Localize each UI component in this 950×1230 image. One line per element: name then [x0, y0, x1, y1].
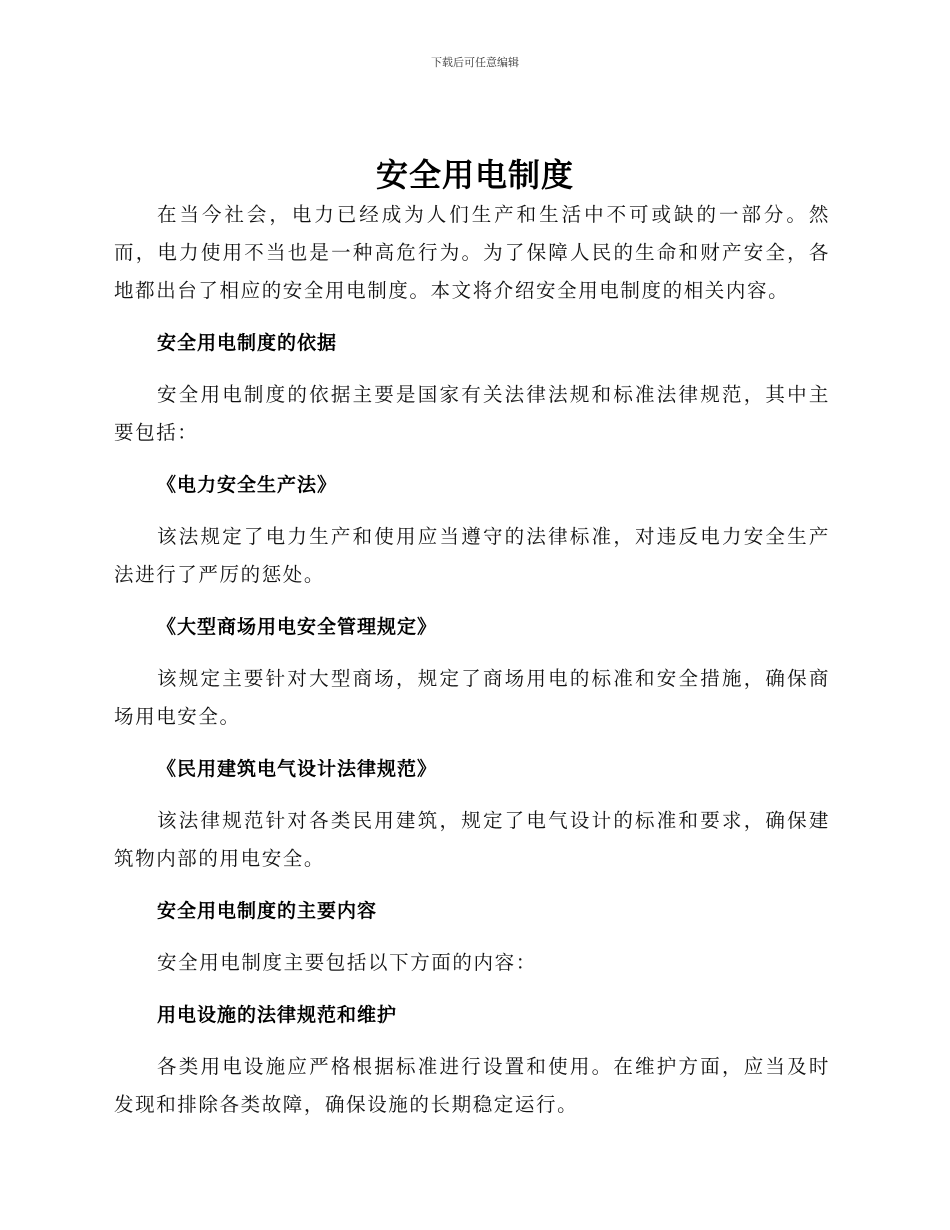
- subheading-mall-regulation: 《大型商场用电安全管理规定》: [157, 616, 438, 638]
- power-safety-law-paragraph: 该法规定了电力生产和使用应当遵守的法律标准，对违反电力安全生产法进行了严厉的惩处。: [114, 525, 830, 586]
- page-header-note: 下载后可任意编辑: [431, 56, 519, 69]
- basis-paragraph: 安全用电制度的依据主要是国家有关法律法规和标准法律规范，其中主要包括：: [114, 383, 830, 444]
- facility-maintenance-paragraph: 各类用电设施应严格根据标准进行设置和使用。在维护方面，应当及时发现和排除各类故障，确保设施的长期稳定运行。: [114, 1055, 830, 1116]
- building-design-code-paragraph: 该法律规范针对各类民用建筑，规定了电气设计的标准和要求，确保建筑物内部的用电安全。: [114, 809, 830, 870]
- section-heading-basis: 安全用电制度的依据: [157, 332, 338, 354]
- document-body: [114, 196, 830, 1124]
- main-content-paragraph: 安全用电制度主要包括以下方面的内容：: [157, 951, 537, 974]
- mall-regulation-paragraph: 该规定主要针对大型商场，规定了商场用电的标准和安全措施，确保商场用电安全。: [114, 667, 830, 728]
- subheading-power-safety-law: 《电力安全生产法》: [157, 474, 338, 496]
- subheading-facility-maintenance: 用电设施的法律规范和维护: [157, 1004, 398, 1026]
- intro-paragraph: 在当今社会，电力已经成为人们生产和生活中不可或缺的一部分。然而，电力使用不当也是一种高危行为。为了保障人民的生命和财产安全，各地都出台了相应的安全用电制度。本文将介绍安全用电制度的相关内容。: [114, 203, 830, 302]
- document-title: 安全用电制度: [375, 156, 574, 194]
- subheading-building-design-code: 《民用建筑电气设计法律规范》: [157, 758, 438, 780]
- section-heading-main-content: 安全用电制度的主要内容: [157, 900, 378, 922]
